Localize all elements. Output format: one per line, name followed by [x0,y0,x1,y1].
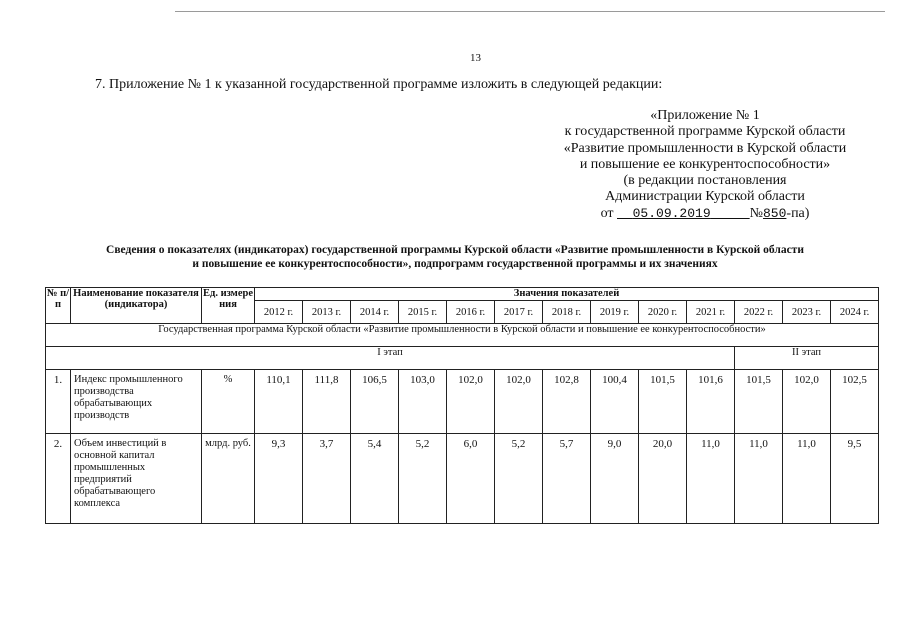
year-header: 2012 г. [255,301,303,324]
year-header: 2024 г. [831,301,879,324]
year-header: 2017 г. [495,301,543,324]
row-value: 110,1 [255,370,303,434]
row-value: 101,5 [735,370,783,434]
page-number: 13 [470,52,481,64]
stage-2-label: II этап [735,347,879,370]
stage-1-label: I этап [46,347,735,370]
row-num: 2. [46,434,71,524]
row-value: 102,0 [783,370,831,434]
row-value: 5,4 [351,434,399,524]
row-value: 9,0 [591,434,639,524]
row-value: 101,6 [687,370,735,434]
appendix-line: (в редакции постановления [623,173,787,189]
row-value: 102,0 [495,370,543,434]
appendix-line: «Приложение № 1 [650,108,760,123]
row-value: 3,7 [303,434,351,524]
header-name: Наименование показателя (индикатора) [71,288,202,324]
date-prefix: от [600,205,614,221]
row-unit: % [202,370,255,434]
year-header: 2021 г. [687,301,735,324]
header-num: № п/п [46,288,71,324]
row-value: 102,0 [447,370,495,434]
row-value: 11,0 [687,434,735,524]
row-value: 9,3 [255,434,303,524]
header-unit: Ед. измере ния [202,288,255,324]
row-value: 100,4 [591,370,639,434]
row-value: 11,0 [783,434,831,524]
heading-line-2: и повышение ее конкурентоспособности», подпрограмм государственной программы и их значениях [192,257,718,270]
year-header: 2014 г. [351,301,399,324]
header-values: Значения показателей [255,288,879,301]
appendix-line: «Развитие промышленности в Курской области [563,140,847,156]
year-header: 2018 г. [543,301,591,324]
year-header: 2023 г. [783,301,831,324]
row-value: 101,5 [639,370,687,434]
row-value: 6,0 [447,434,495,524]
row-name: Объем инвестиций в основной капитал промышленных предприятий обрабатывающего комплекса [71,434,202,524]
heading-line-1: Сведения о показателях (индикаторах) государственной программы Курской области «Развитие промышленности в Курской области [106,244,804,256]
row-value: 103,0 [399,370,447,434]
row-unit: млрд. руб. [202,434,255,524]
top-rule [175,11,885,12]
row-num: 1. [46,370,71,434]
appendix-line: и повышение ее конкурентоспособности» [579,156,831,172]
appendix-line: к государственной программе Курской области [564,124,846,140]
number-prefix: № [749,205,763,221]
year-header: 2020 г. [639,301,687,324]
year-header: 2022 г. [735,301,783,324]
row-value: 9,5 [831,434,879,524]
row-value: 5,2 [495,434,543,524]
year-header: 2019 г. [591,301,639,324]
table-row [46,434,879,524]
row-value: 111,8 [303,370,351,434]
year-header: 2016 г. [447,301,495,324]
row-value: 5,2 [399,434,447,524]
table-heading [45,244,865,271]
row-value: 102,5 [831,370,879,434]
decree-number: 850 [763,205,787,221]
appendix-block [540,108,870,222]
decree-date: 05.09.2019 [632,205,711,221]
row-value: 106,5 [351,370,399,434]
table-row [46,370,879,434]
indicators-table [45,287,879,524]
row-value: 11,0 [735,434,783,524]
row-value: 102,8 [543,370,591,434]
year-header: 2013 г. [303,301,351,324]
row-value: 20,0 [639,434,687,524]
year-header: 2015 г. [399,301,447,324]
appendix-date-line [540,206,870,222]
appendix-line: Администрации Курской области [605,189,805,205]
intro-paragraph: 7. Приложение № 1 к указанной государственной программе изложить в следующей редакции: [95,77,663,92]
row-name: Индекс промышленного производства обрабатывающих производств [71,370,202,434]
row-value: 5,7 [543,434,591,524]
number-suffix: -па) [786,205,810,221]
program-row: Государственная программа Курской области «Развитие промышленности в Курской области и повышение ее конкурентоспособности» [46,324,879,347]
